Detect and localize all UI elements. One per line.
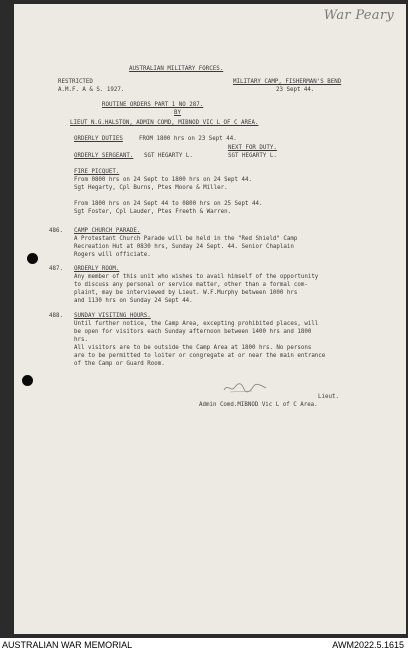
orders-officer: LIEUT N.G.HALSTON, ADMIN COMD, MIBNOD VIC L OF C AREA. [70,120,259,126]
item-line: Any member of this unit who wishes to avail himself of the opportunity [74,274,319,280]
camp-location: MILITARY CAMP, FISHERMAN'S BEND [233,79,342,85]
pencil-annotation: War Peary [323,8,394,23]
orderly-duties-value: FROM 1800 hrs on 23 Sept 44. [139,136,237,142]
item-line: to discuss any personal or service matter, other than a formal com- [74,282,308,288]
orderly-sergeant-label: ORDERLY SERGEANT. [74,153,134,159]
orders-title: ROUTINE ORDERS PART 1 NO 287. [102,102,204,108]
archive-reference: AWM2022.5.1615 [332,640,404,650]
punch-hole [27,253,38,264]
document-heading: AUSTRALIAN MILITARY FORCES. [129,66,224,72]
handwritten-signature [222,381,268,395]
fire-picquet-line: From 1800 hrs on 24 Sept 44 to 0800 hrs on 25 Sept 44. [74,201,263,207]
next-for-duty-value: SGT HEGARTY L. [228,153,277,159]
item-line: and 1130 hrs on Sunday 24 Sept 44. [74,298,193,304]
item-number: 487. [49,266,63,272]
item-line: are to be permitted to loiter or congregate at or near the main entrance [74,353,326,359]
document-date: 23 Sept 44. [276,87,315,93]
item-line: All visitors are to be outside the Camp Area at 1800 hrs. No persons [74,345,312,351]
archive-footer [0,638,408,653]
orderly-duties-label: ORDERLY DUTIES [74,136,123,142]
item-title: ORDERLY ROOM. [74,266,120,272]
item-title: CAMP CHURCH PARADE. [74,228,141,234]
next-for-duty-label: NEXT FOR DUTY. [228,145,277,151]
item-line: A Protestant Church Parade will be held in the "Red Shield" Camp [74,236,298,242]
signature-title: Admin Comd.MIBNOD Vic L of C Area. [199,402,318,408]
archive-name: AUSTRALIAN WAR MEMORIAL [2,640,133,650]
item-number: 486. [49,228,63,234]
fire-picquet-line: From 0800 hrs on 24 Sept to 1800 hrs on 24 Sept 44. [74,177,252,183]
orders-by: BY [174,110,181,116]
item-line: hrs. [74,337,88,343]
orderly-sergeant-value: SGT HEGARTY L. [144,153,193,159]
item-line: of the Camp or Guard Room. [74,361,165,367]
signature-rank: Lieut. [318,394,339,400]
item-title: SUNDAY VISITING HOURS. [74,313,151,319]
fire-picquet-title: FIRE PICQUET. [74,169,120,175]
fire-picquet-line: Sgt Hegarty, Cpl Burns, Ptes Moore & Miller. [74,185,228,191]
item-line: be open for visitors each Sunday afternoon between 1400 hrs and 1800 [74,329,312,335]
punch-hole [22,375,33,386]
classification: RESTRICTED [58,79,93,85]
form-reference: A.M.F. A & S. 1927. [58,87,125,93]
item-number: 488. [49,313,63,319]
item-line: Until further notice, the Camp Area, excepting prohibited places, will [74,321,319,327]
fire-picquet-line: Sgt Foster, Cpl Lauder, Ptes Freeth & Warren. [74,209,232,215]
item-line: Rogers will officiate. [74,252,151,258]
item-line: plaint, may be interviewed by Lieut. W.F.Murphy between 1000 hrs [74,290,298,296]
document-page [14,4,406,634]
item-line: Recreation Hut at 0830 hrs, Sunday 24 Sept. 44. Senior Chaplain [74,244,294,250]
